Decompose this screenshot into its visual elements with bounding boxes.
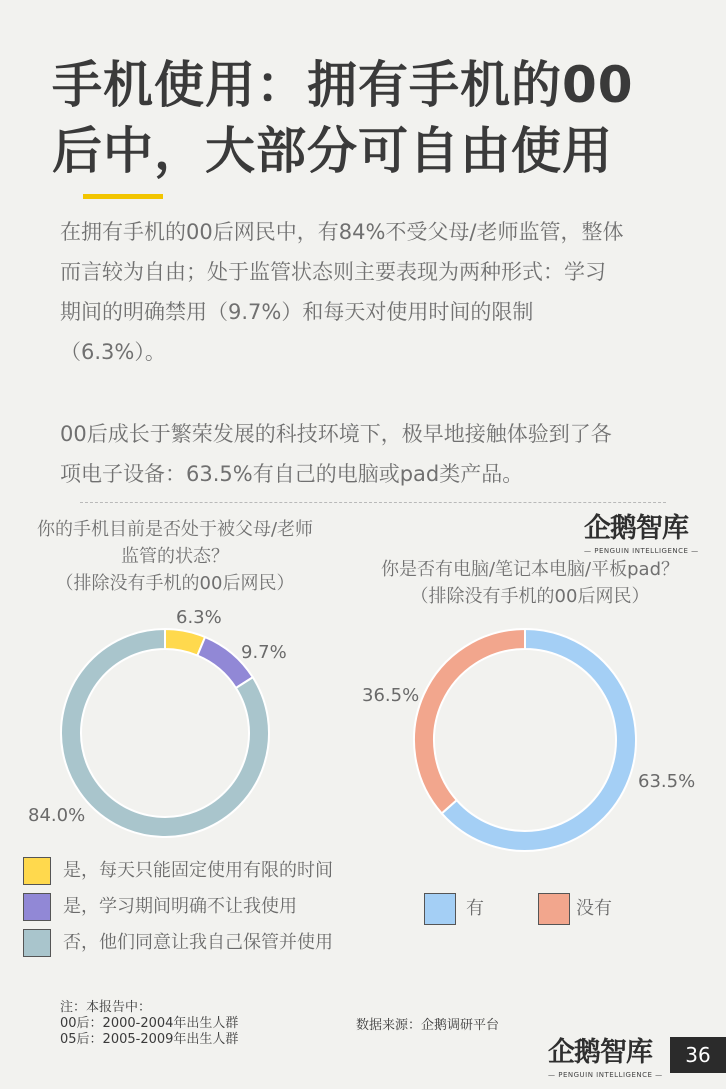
legend-item xyxy=(23,857,333,885)
chart2-legend xyxy=(424,893,612,925)
note-line: 注：本报告中： xyxy=(60,1000,152,1015)
chart1-data-label: 6.3% xyxy=(176,607,222,628)
intro-line: 而言较为自由；处于监管状态则主要表现为两种形式：学习 xyxy=(60,260,606,284)
chart2-title-line: 你是否有电脑/笔记本电脑/平板pad？ xyxy=(380,559,679,580)
chart2-slice-1 xyxy=(414,629,525,813)
chart2-data-label: 63.5% xyxy=(638,771,696,792)
note-line: 00后：2000-2004年出生人群 xyxy=(60,1016,239,1031)
intro-line: 在拥有手机的00后网民中，有84%不受父母/老师监管，整体 xyxy=(60,220,624,244)
chart1-donut xyxy=(61,629,269,837)
legend-label: 是，每天只能固定使用有限的时间 xyxy=(63,860,333,881)
intro-paragraph xyxy=(60,212,700,372)
device-line: 项电子设备：63.5%有自己的电脑或pad类产品。 xyxy=(60,462,524,486)
page-number: 36 xyxy=(670,1037,726,1073)
report-notes xyxy=(60,1000,238,1048)
device-paragraph xyxy=(60,414,700,494)
logo-subtitle: — PENGUIN INTELLIGENCE — xyxy=(584,547,699,555)
legend-swatch-blue xyxy=(424,893,456,925)
chart2-data-label: 36.5% xyxy=(362,685,420,706)
top-logo xyxy=(584,506,699,555)
chart2-title-line: （排除没有手机的00后网民） xyxy=(410,586,650,607)
title-line-1: 手机使用：拥有手机的00 xyxy=(52,56,634,114)
chart1-legend xyxy=(23,857,333,957)
intro-line: （6.3%）。 xyxy=(60,340,166,364)
chart1-data-label: 84.0% xyxy=(28,805,86,826)
note-line: 05后：2005-2009年出生人群 xyxy=(60,1032,239,1047)
legend-swatch-yellow xyxy=(23,857,51,885)
chart1-title-line: （排除没有手机的00后网民） xyxy=(55,573,295,594)
data-source: 数据来源：企鹅调研平台 xyxy=(356,1018,500,1033)
legend-label: 没有 xyxy=(576,898,612,919)
device-line: 00后成长于繁荣发展的科技环境下，极早地接触体验到了各 xyxy=(60,422,612,446)
page-title xyxy=(52,52,692,184)
title-accent-bar xyxy=(83,194,163,199)
bottom-logo xyxy=(548,1030,663,1079)
chart1-title-line: 监管的状态？ xyxy=(121,546,229,567)
logo-name: 企鹅智库 xyxy=(584,513,688,544)
chart2-donut xyxy=(414,629,636,851)
chart1-data-label: 9.7% xyxy=(241,642,287,663)
donut-charts xyxy=(0,600,726,860)
intro-line: 期间的明确禁用（9.7%）和每天对使用时间的限制 xyxy=(60,300,534,324)
title-line-2: 后中，大部分可自由使用 xyxy=(52,122,613,180)
legend-item xyxy=(23,893,333,921)
legend-swatch-greyblue xyxy=(23,929,51,957)
logo-subtitle: — PENGUIN INTELLIGENCE — xyxy=(548,1071,663,1079)
section-divider xyxy=(80,502,666,503)
legend-label: 是，学习期间明确不让我使用 xyxy=(63,896,297,917)
chart1-title-line: 你的手机目前是否处于被父母/老师 xyxy=(36,519,314,540)
legend-item xyxy=(23,929,333,957)
legend-label: 否，他们同意让我自己保管并使用 xyxy=(63,932,333,953)
legend-swatch-purple xyxy=(23,893,51,921)
legend-swatch-salmon xyxy=(538,893,570,925)
logo-name: 企鹅智库 xyxy=(548,1037,652,1068)
legend-label: 有 xyxy=(466,898,484,919)
chart1-title xyxy=(10,516,340,597)
